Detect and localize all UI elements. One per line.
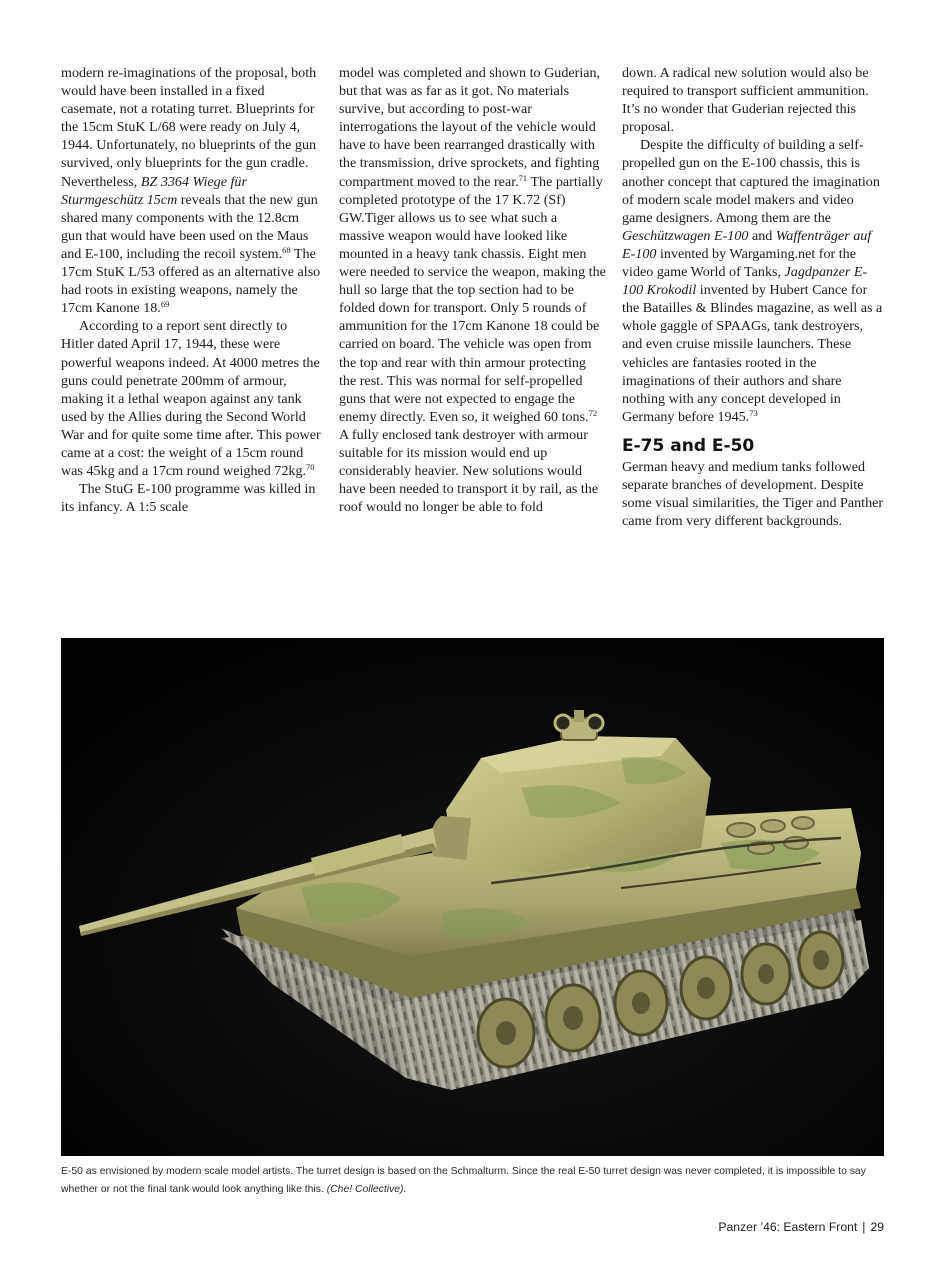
page-number: 29 [870,1220,884,1234]
text-run: invented by Wargaming.net for the video game World of Tanks, [622,245,856,281]
footnote-ref: 72 [588,407,598,418]
column-3 [622,64,884,628]
body-paragraph [622,64,884,136]
footnote-ref: 68 [282,244,291,255]
page-footer [718,1220,884,1234]
photo-caption [61,1163,884,1199]
gun-mantlet [431,816,471,860]
tank-photo-graphic [61,638,884,1156]
italic-title: Waffenträger auf E-100 [622,227,872,262]
body-text-columns [61,64,884,628]
body-paragraph [61,64,323,317]
body-paragraph [622,458,884,530]
text-run: A fully enclosed tank destroyer with armour suitable for its mission would end up considerably heavier. New solutions would have been needed to transport it by rail, as the roof would no longer be able to fold [339,426,599,516]
book-title: Panzer ’46: Eastern Front [718,1220,858,1234]
body-paragraph [339,64,606,516]
text-run: The 17cm StuK L/53 offered as an alternative also had roots in existing weapons, namely the 17cm Kanone 18. [61,245,321,317]
column-1 [61,64,323,628]
text-run: reveals that the new gun shared many components with the 12.8cm gun that would have been used on the Maus and E-100, including the recoil system. [61,191,318,262]
footnote-ref: 70 [306,462,315,473]
optic-left [555,715,571,731]
tank-photo [61,638,884,1156]
text-run: Despite the difficulty of building a self-propelled gun on the E-100 chassis, this is another concept that captured the imagination of modern scale model makers and video game designers. Among them are the [622,137,880,226]
caption-credit: (Che! Collective). [326,1184,407,1195]
text-run: According to a report sent directly to Hitler dated April 17, 1944, these were powerful weapons indeed. At 4000 metres the guns could penetrate 200mm of armour, making it a lethal weapon against any tank used by the Allies during the Second World War and for quite some time after. This power came at a cost: the weight of a 15cm round was 45kg and a 17cm round weighed 72kg. [61,318,321,480]
text-run: German heavy and medium tanks followed separate branches of development. Despite some visual similarities, the Tiger and Panther came from very different backgrounds. [622,458,884,530]
footnote-ref: 71 [518,172,528,183]
footnote-ref: 69 [160,299,170,310]
italic-title: BZ 3364 Wiege für Sturmgeschütz 15cm [61,173,247,208]
text-run: model was completed and shown to Guderian, but that was as far as it got. No materials survive, but according to post-war interrogations the layout of the vehicle would have to have been rearranged drastically with the transmission, drive sprockets, and fighting compartment moved to the rear. [339,65,601,190]
text-run: invented by Hubert Cance for the Batailles & Blindes magazine, as well as a whole gaggle of SPAAGs, tank destroyers, and even cruise missile launchers. These vehicles are fantasies rooted in the imaginations of their authors and share nothing with any concept developed in Germany before 1945. [622,282,883,425]
text-run: The partially completed prototype of the 17 K.72 (Sf) GW.Tiger allows us to see what such a massive weapon would have looked like mounted in a heavy tank chassis. Eight men were needed to service the weapon, making the hull so large that the top section had to be folded down for transport. Only 5 rounds of ammunition for the 17cm Kanone 18 could be carried on board. The vehicle was open from the top and rear with thin armour protecting the rest. This was normal for self-propelled guns that were not expected to engage the enemy directly. Even so, it weighed 60 tons. [339,173,606,425]
italic-title: Jagdpanzer E-100 Krokodil [622,264,868,299]
optic-right [587,715,603,731]
italic-title: Geschützwagen E-100 [622,227,749,244]
body-paragraph [61,317,323,480]
footnote-ref: 73 [749,407,758,418]
text-run: down. A radical new solution would also be required to transport sufficient ammunition. It’s no wonder that Guderian rejected this proposal. [622,65,869,136]
column-2 [339,64,606,628]
footer-separator: | [862,1220,866,1234]
caption-text: E-50 as envisioned by modern scale model artists. The turret design is based on the Schmalturm. Since the real E-50 turret design was never completed, it is impossible to say whether or not the final tank would look anything like this. [61,1166,866,1195]
body-paragraph [622,136,884,426]
text-run: and [748,227,776,244]
body-paragraph [61,480,323,516]
text-run: modern re-imaginations of the proposal, both would have been installed in a fixed casemate, not a rotating turret. Blueprints for the 15cm StuK L/68 were ready on July 4, 1944. Unfortunately, no blueprints of the gun survived, only blueprints for the gun cradle. Nevertheless, [61,65,317,190]
text-run: The StuG E-100 programme was killed in its infancy. A 1:5 scale [61,481,316,516]
section-heading: E-75 and E-50 [622,435,755,456]
